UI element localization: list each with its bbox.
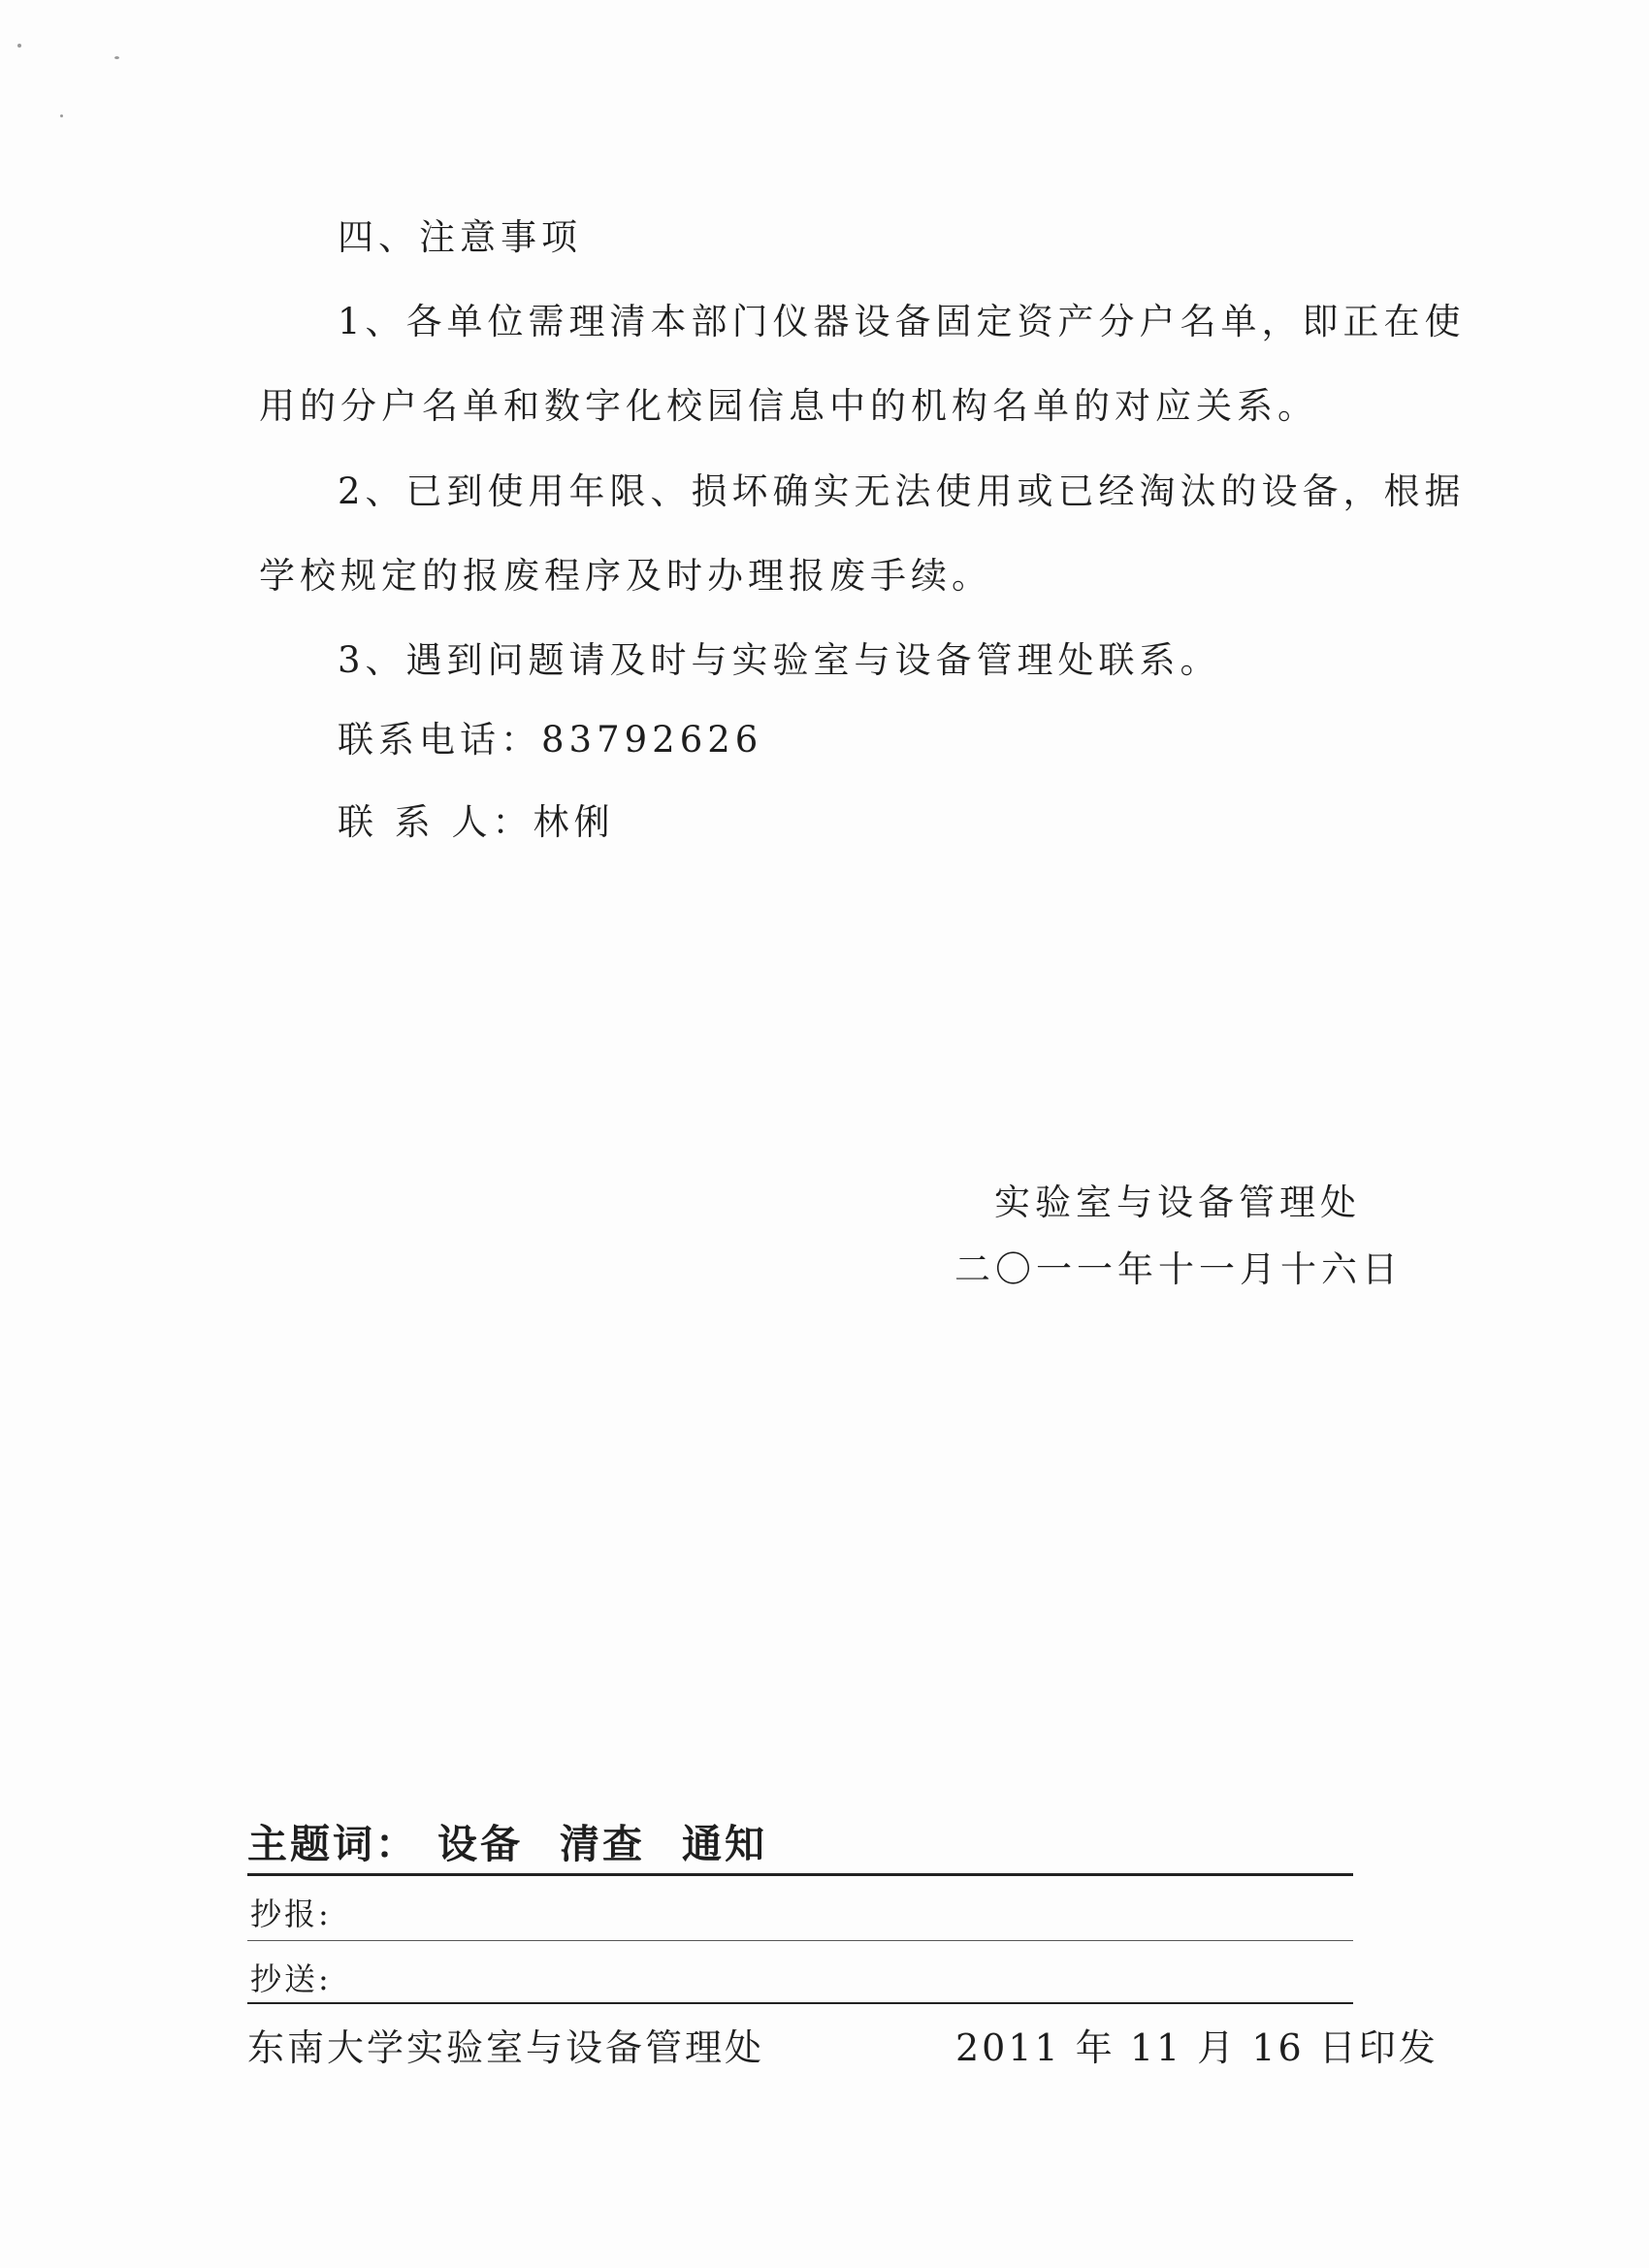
section-heading: 四、注意事项 xyxy=(338,216,582,258)
signature-date: 二〇一一年十一月十六日 xyxy=(954,1248,1403,1290)
issuer-name: 东南大学实验室与设备管理处 xyxy=(247,2026,765,2069)
item-3-line-1: 3、遇到问题请及时与实验室与设备管理处联系。 xyxy=(338,639,1221,681)
item-2-line-2: 学校规定的报废程序及时办理报废手续。 xyxy=(259,555,992,597)
phone-label: 联系电话： xyxy=(338,719,541,761)
contact-name: 林俐 xyxy=(533,801,615,843)
keywords-rule xyxy=(247,1873,1353,1876)
keyword-item: 清查 xyxy=(560,1821,645,1867)
issue-date: 2011 年 11 月 16 日印发 xyxy=(955,2026,1439,2069)
item-1-line-1: 1、各单位需理清本部门仪器设备固定资产分户名单，即正在使 xyxy=(338,301,1466,342)
phone-line xyxy=(338,719,763,761)
contact-line xyxy=(338,801,615,843)
keywords-line xyxy=(247,1812,767,1869)
keyword-item: 通知 xyxy=(682,1821,767,1867)
copy-to-label: 抄送: xyxy=(250,1960,332,1997)
signature-office: 实验室与设备管理处 xyxy=(994,1182,1361,1223)
scan-speck xyxy=(114,56,119,59)
contact-label: 联 系 人： xyxy=(338,801,534,843)
scan-speck xyxy=(60,114,63,117)
keyword-item: 设备 xyxy=(437,1821,523,1867)
scan-speck xyxy=(17,44,21,48)
copy-to-rule xyxy=(247,2002,1353,2004)
item-2-line-1: 2、已到使用年限、损坏确实无法使用或已经淘汰的设备，根据 xyxy=(338,470,1466,512)
item-1-line-2: 用的分户名单和数字化校园信息中的机构名单的对应关系。 xyxy=(259,385,1318,427)
report-to-rule xyxy=(247,1940,1353,1941)
phone-number: 83792626 xyxy=(541,719,763,761)
keywords-label: 主题词： xyxy=(247,1821,418,1867)
report-to-label: 抄报: xyxy=(250,1895,332,1932)
